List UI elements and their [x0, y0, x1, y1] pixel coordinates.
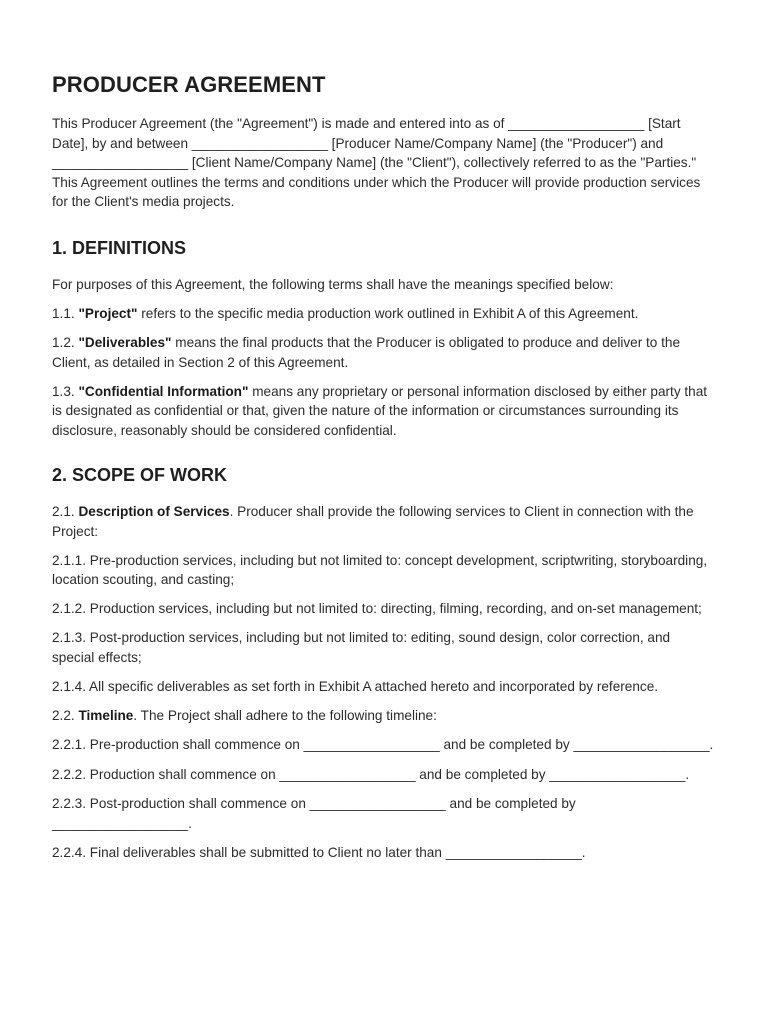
- clause-text: . Producer shall provide the following services to Client in connection with the Project:: [52, 504, 694, 539]
- document-page: [52, 70, 714, 873]
- clause-number: 2.2.: [52, 708, 75, 723]
- clause-text: . The Project shall adhere to the following timeline:: [133, 708, 437, 723]
- timeline-item: 2.2.1. Pre-production shall commence on __________________ and be completed by __________________.: [52, 736, 714, 752]
- service-item: 2.1.4. All specific deliverables as set forth in Exhibit A attached hereto and incorporated by reference.: [52, 679, 659, 695]
- services-clause: [52, 502, 714, 541]
- document-title: PRODUCER AGREEMENT: [52, 72, 326, 97]
- timeline-list: [52, 735, 714, 863]
- definition-item: [52, 304, 714, 324]
- clause-number: 1.2.: [52, 334, 75, 350]
- clause-number: 2.1.: [52, 504, 75, 520]
- service-item: 2.1.3. Post-production services, including but not limited to: editing, sound design, color correction, and special effects;: [52, 630, 671, 666]
- intro-paragraph: This Producer Agreement (the "Agreement") is made and entered into as of __________________ [Start Date], by and between __________________ [Producer Name/Company Name] (the "Producer") and __________________ [Client Name/Company Name] (the "Client"), collectively referred to as the "Parties." This Agreement outlines the terms and conditions under which the Producer will provide production services for the Client's media projects.: [52, 116, 701, 210]
- section-heading-definitions: 1. DEFINITIONS: [52, 237, 187, 258]
- timeline-item: 2.2.2. Production shall commence on __________________ and be completed by __________________.: [52, 766, 690, 782]
- clause-term: Description of Services: [78, 504, 230, 520]
- clause-text: means any proprietary or personal information disclosed by either party that is designated as confidential or that, given the nature of the information or circumstances surrounding its disclosure, reasonably should be considered confidential.: [52, 383, 708, 438]
- definition-item: [52, 382, 714, 441]
- definitions-lead: For purposes of this Agreement, the following terms shall have the meanings specified below:: [52, 276, 614, 292]
- clause-text: refers to the specific media production work outlined in Exhibit A of this Agreement.: [137, 305, 639, 321]
- clause-number: 1.3.: [52, 383, 75, 399]
- defined-term: "Project": [78, 305, 138, 321]
- clause-number: 1.1.: [52, 305, 75, 321]
- timeline-item: 2.2.4. Final deliverables shall be submitted to Client no later than __________________.: [52, 845, 586, 861]
- timeline-item: 2.2.3. Post-production shall commence on __________________ and be completed by __________________.: [52, 796, 576, 831]
- defined-term: "Deliverables": [78, 334, 172, 350]
- definition-item: [52, 333, 714, 372]
- clause-text: means the final products that the Producer is obligated to produce and deliver to the Client, as detailed in Section 2 of this Agreement.: [52, 334, 681, 370]
- section-heading-scope: 2. SCOPE OF WORK: [52, 465, 228, 486]
- defined-term: "Confidential Information": [78, 383, 249, 399]
- clause-term: Timeline: [78, 708, 134, 723]
- service-item: 2.1.2. Production services, including but not limited to: directing, filming, recording, and on-set management;: [52, 601, 702, 617]
- timeline-clause: [52, 706, 714, 726]
- service-item: 2.1.1. Pre-production services, including but not limited to: concept development, scriptwriting, storyboarding, location scouting, and casting;: [52, 552, 708, 588]
